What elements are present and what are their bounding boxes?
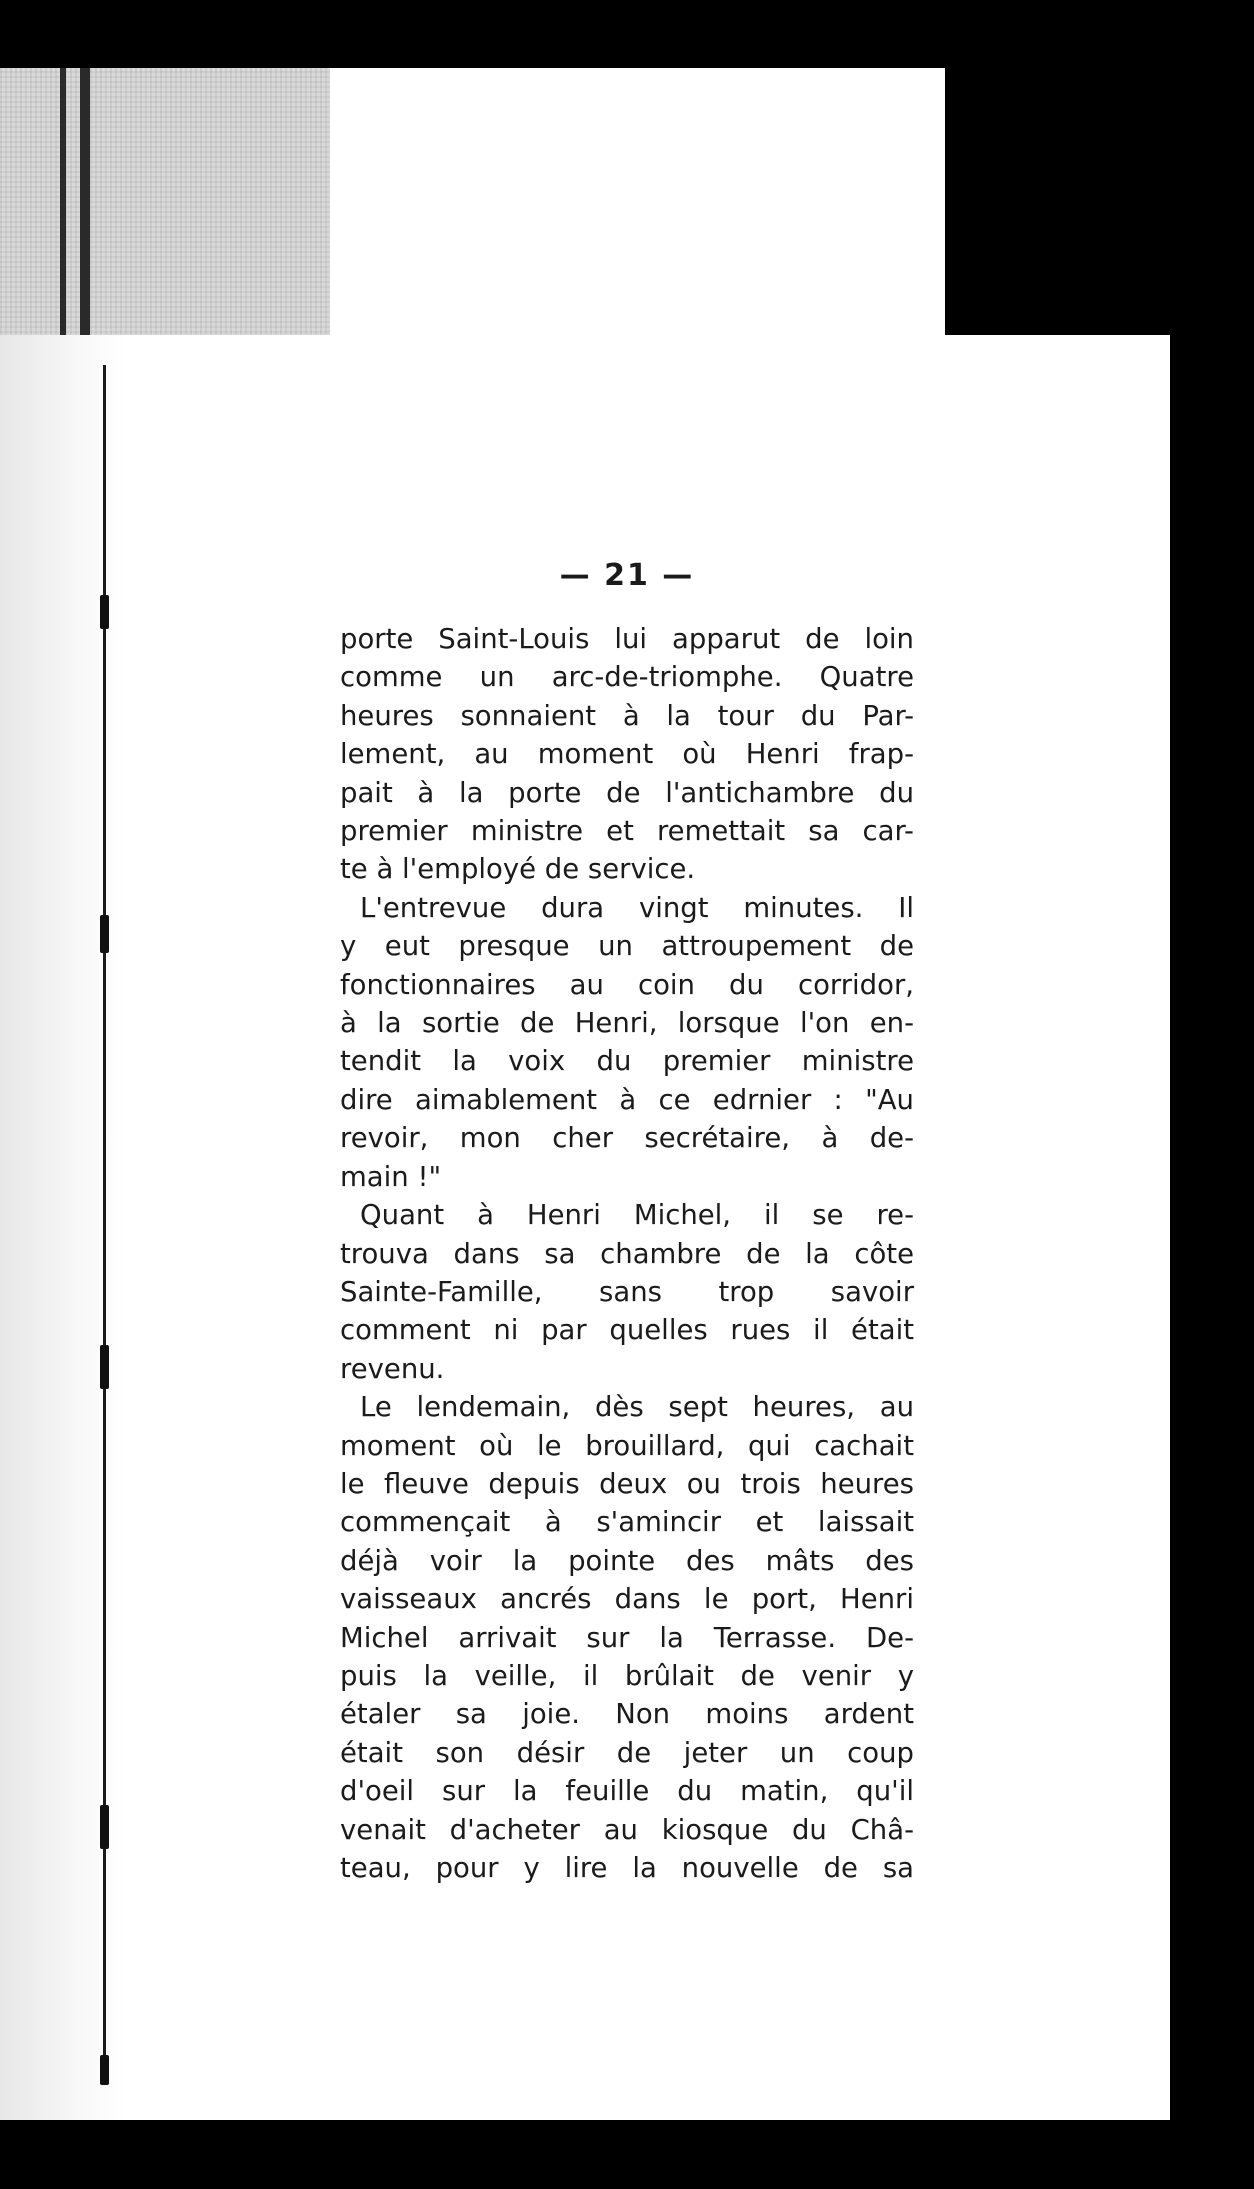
paragraph <box>340 620 914 889</box>
text-line: dire aimablement à ce edrnier : "Au <box>340 1083 914 1116</box>
text-line: comment ni par quelles rues il était <box>340 1314 914 1347</box>
text-line: étaler sa joie. Non moins ardent <box>340 1698 914 1731</box>
text-line: main !" <box>340 1160 442 1193</box>
text-line: Le lendemain, dès sept heures, au <box>360 1391 914 1424</box>
text-line: porte Saint-Louis lui apparut de loin <box>340 623 914 655</box>
text-line: L'entrevue dura vingt minutes. Il <box>360 891 914 924</box>
text-line: commençait à s'amincir et laissait <box>340 1506 914 1539</box>
back-sheet <box>330 68 945 358</box>
text-line: le fleuve depuis deux ou trois heures <box>340 1467 914 1500</box>
binding-mark <box>100 1345 109 1389</box>
text-line: y eut presque un attroupement de <box>340 930 914 963</box>
paragraph <box>340 1196 914 1388</box>
text-line: heures sonnaient à la tour du Par- <box>340 699 914 732</box>
text-line: trouva dans sa chambre de la côte <box>340 1237 914 1270</box>
text-line: à la sortie de Henri, lorsque l'on en- <box>340 1007 914 1040</box>
paragraph <box>340 1388 914 1887</box>
text-line: pait à la porte de l'antichambre du <box>340 776 914 809</box>
page-number: — 21 — <box>559 558 695 593</box>
text-line: comme un arc-de-triomphe. Quatre <box>340 661 914 694</box>
body-text <box>340 620 914 1887</box>
cloth-stripe <box>60 68 66 348</box>
binding-mark <box>100 915 109 953</box>
cloth-background <box>0 68 330 348</box>
text-line: lement, au moment où Henri frap- <box>340 738 914 771</box>
text-line: puis la veille, il brûlait de venir y <box>340 1659 914 1692</box>
text-line: Quant à Henri Michel, il se re- <box>360 1199 914 1232</box>
text-line: venait d'acheter au kiosque du Châ- <box>340 1813 914 1846</box>
text-line: moment où le brouillard, qui cachait <box>340 1429 914 1462</box>
text-line: teau, pour y lire la nouvelle de sa <box>340 1852 914 1884</box>
text-line: d'oeil sur la feuille du matin, qu'il <box>340 1775 914 1808</box>
cloth-stripe <box>80 68 90 348</box>
text-line: revenu. <box>340 1352 445 1385</box>
text-line: revoir, mon cher secrétaire, à de- <box>340 1122 914 1155</box>
paragraph <box>340 889 914 1196</box>
binding-mark <box>100 1805 109 1849</box>
text-line: premier ministre et remettait sa car- <box>340 815 914 848</box>
binding-mark <box>100 595 109 629</box>
text-line: Michel arrivait sur la Terrasse. De- <box>340 1621 914 1654</box>
text-line: tendit la voix du premier ministre <box>340 1045 914 1078</box>
text-line: vaisseaux ancrés dans le port, Henri <box>340 1583 914 1616</box>
binding-mark <box>100 2055 109 2085</box>
text-line: déjà voir la pointe des mâts des <box>340 1544 914 1577</box>
text-line: te à l'employé de service. <box>340 853 696 886</box>
text-line: Sainte-Famille, sans trop savoir <box>340 1275 914 1308</box>
text-line: était son désir de jeter un coup <box>340 1736 914 1769</box>
text-line: fonctionnaires au coin du corridor, <box>340 968 914 1001</box>
